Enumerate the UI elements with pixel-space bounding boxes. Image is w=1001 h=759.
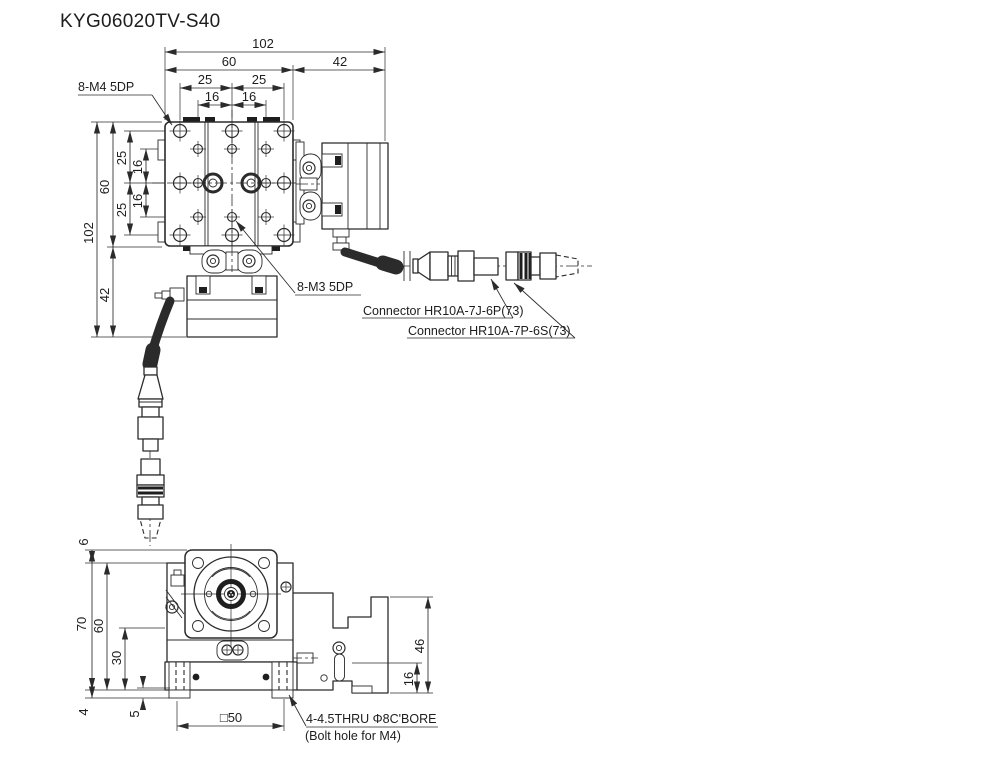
dim-width-square-50: □50 xyxy=(219,710,243,725)
dim-height-42: 42 xyxy=(97,287,112,303)
label-bolt-hole: 4-4.5THRU Φ8C'BORE xyxy=(306,712,437,726)
label-connector-socket: Connector HR10A-7P-6S(73) xyxy=(408,324,571,338)
connector-plug xyxy=(413,251,498,281)
dim-height-25-bottom: 25 xyxy=(114,202,129,218)
bolt-hole-note xyxy=(289,695,438,743)
dim-height-60: 60 xyxy=(91,618,106,634)
dim-height-70: 70 xyxy=(74,616,89,632)
dim-height-4: 4 xyxy=(76,708,91,716)
y-axis-motor xyxy=(187,244,277,337)
dim-width-25-right: 25 xyxy=(251,72,267,87)
x-motor-cable-connectors xyxy=(333,229,592,281)
front-motor-face xyxy=(181,544,281,648)
dim-width-42: 42 xyxy=(332,54,348,69)
dim-height-16-bottom: 16 xyxy=(130,193,145,209)
x-axis-motor xyxy=(296,142,388,229)
front-view-bottom-dimensions xyxy=(177,699,284,731)
dim-height-5: 5 xyxy=(127,710,142,718)
front-right-bracket xyxy=(290,593,388,693)
dim-height-102: 102 xyxy=(81,222,96,244)
connector-socket-vertical xyxy=(137,459,164,538)
dim-height-30: 30 xyxy=(109,650,124,666)
dim-width-60: 60 xyxy=(221,54,237,69)
stage-top-plate xyxy=(152,110,310,258)
dim-width-16-right: 16 xyxy=(241,89,257,104)
label-8-m4-5dp: 8-M4 5DP xyxy=(78,80,135,94)
dim-height-46: 46 xyxy=(412,638,427,654)
dim-height-60: 60 xyxy=(97,179,112,195)
connector-plug-vertical xyxy=(138,367,163,451)
dim-height-16-top: 16 xyxy=(130,159,145,175)
dim-width-102: 102 xyxy=(252,36,274,51)
dim-width-16-left: 16 xyxy=(204,89,220,104)
dim-height-25-top: 25 xyxy=(114,150,129,166)
dim-height-6: 6 xyxy=(76,538,91,546)
dim-height-16: 16 xyxy=(401,671,416,687)
front-view xyxy=(74,538,438,743)
label-8-m3-5dp: 8-M3 5DP xyxy=(297,280,354,294)
dim-width-25-left: 25 xyxy=(197,72,213,87)
label-connector-plug: Connector HR10A-7J-6P(73) xyxy=(363,304,524,318)
y-motor-cable-connectors xyxy=(137,288,184,546)
top-view xyxy=(78,36,592,546)
front-view-right-dimensions xyxy=(352,597,433,693)
page-title: KYG06020TV-S40 xyxy=(60,11,221,32)
label-bolt-hole-note: (Bolt hole for M4) xyxy=(305,729,401,743)
